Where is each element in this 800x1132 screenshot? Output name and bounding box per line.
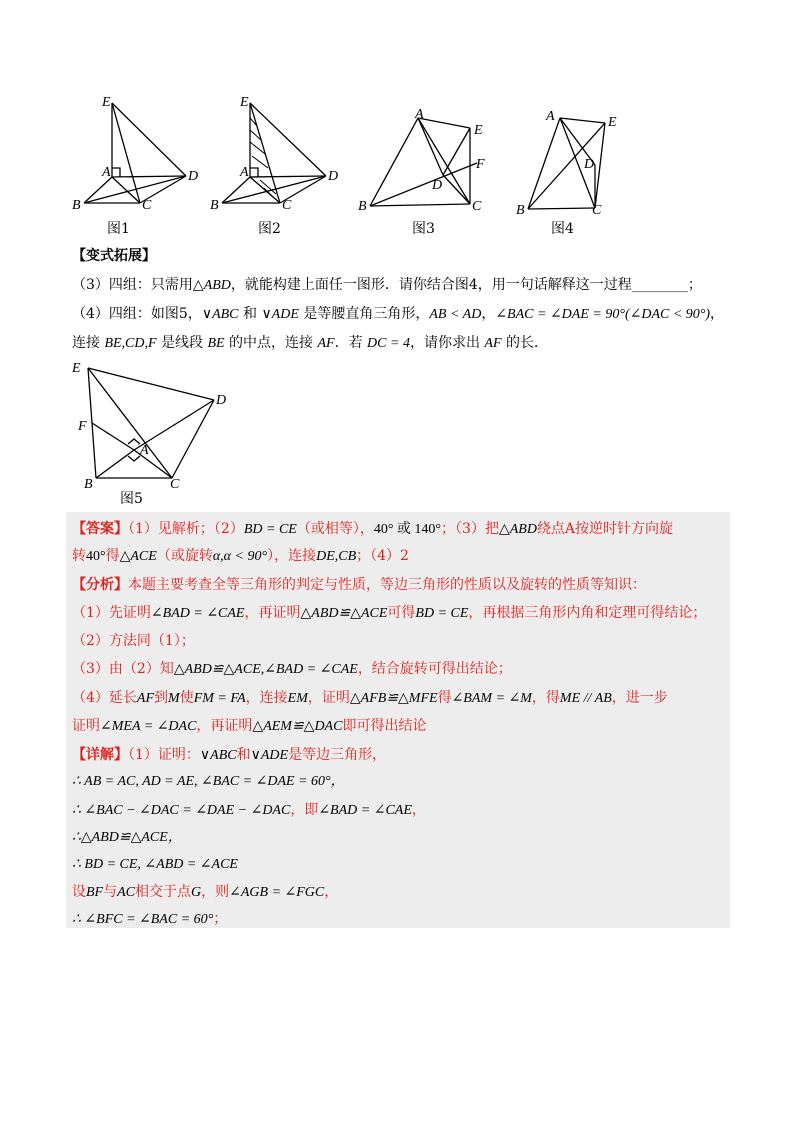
fig5-label-D: D <box>216 393 227 408</box>
fig2-label-B: B <box>210 198 219 213</box>
analysis-line-2: （2）方法同（1）； <box>72 633 195 649</box>
figure-3-drawing <box>370 118 477 206</box>
figure-4-caption: 图4 <box>551 221 574 237</box>
analysis-line-5: 证明∠MEA = ∠DAC，再证明△AEM≌△DAC即可得出结论 <box>72 718 427 734</box>
detail-line-6: ∴ ∠BFC = ∠BAC = 60°； <box>72 911 228 927</box>
fig4-label-E: E <box>608 115 617 130</box>
fig1-label-D: D <box>188 169 199 184</box>
question-4-line-1: （4）四组：如图5，∨ABC 和 ∨ADE 是等腰直角三角形，AB < AD，∠BAC = ∠DAE = 90°(∠DAC < 90°)， <box>72 306 725 322</box>
section-title: 【变式拓展】 <box>72 248 156 264</box>
detail-line-3: ∴△ABD≌△ACE， <box>72 830 182 845</box>
detail-line-0: 【详解】（1）证明：∨ABC和∨ADE是等边三角形， <box>72 747 387 763</box>
analysis-line-0: 【分析】本题主要考查全等三角形的判定与性质，等边三角形的性质以及旋转的性质等知识： <box>72 577 646 593</box>
fig5-label-C: C <box>170 477 180 492</box>
detail-line-5: 设BF与AC相交于点G，则∠AGB = ∠FGC， <box>72 884 339 900</box>
analysis-line-4: （4）延长AF到M使FM = FA，连接EM，证明△AFB≌△MFE得∠BAM = ∠M，得ME // AB，进一步 <box>72 690 668 706</box>
figure-5-caption: 图5 <box>120 491 143 507</box>
fig2-label-A: A <box>240 165 249 180</box>
fig1-label-C: C <box>142 198 152 213</box>
question-3: （3）四组：只需用△ABD，就能构建上面任一图形．请你结合图4，用一句话解释这一过程________； <box>72 277 702 293</box>
answer-line-2: 转40°得△ACE（或旋转α,α < 90°），连接DE,CB；（4）2 <box>72 548 409 564</box>
detail-line-2: ∴ ∠BAC − ∠DAC = ∠DAE − ∠DAC，即∠BAD = ∠CAE， <box>72 802 426 818</box>
fig1-label-B: B <box>72 198 81 213</box>
fig5-label-B: B <box>84 477 93 492</box>
figure-1-drawing <box>84 103 186 203</box>
fig4-label-C: C <box>592 203 602 218</box>
answer-blank[interactable]: ________ <box>631 277 688 293</box>
fig5-label-F: F <box>78 419 87 434</box>
figures-1-to-4 <box>60 88 660 238</box>
figure-5 <box>64 358 244 508</box>
fig2-label-C: C <box>282 198 292 213</box>
fig3-label-A: A <box>415 107 424 122</box>
answer-line-1: 【答案】（1）见解析；（2）BD = CE（或相等），40° 或 140°；（3）把△ABD绕点A按逆时针方向旋 <box>72 521 674 537</box>
detail-line-1: ∴ AB = AC, AD = AE, ∠BAC = ∠DAE = 60°， <box>72 774 345 789</box>
detail-line-4: ∴ BD = CE, ∠ABD = ∠ACE <box>72 857 238 872</box>
fig4-label-A: A <box>546 109 555 124</box>
fig1-label-E: E <box>102 95 111 110</box>
fig5-label-E: E <box>72 361 81 376</box>
fig3-label-E: E <box>474 123 483 138</box>
fig2-label-D: D <box>328 169 339 184</box>
analysis-line-3: （3）由（2）知△ABD≌△ACE,∠BAD = ∠CAE，结合旋转可得出结论； <box>72 661 512 677</box>
fig4-label-B: B <box>516 203 525 218</box>
fig4-label-D: D <box>584 157 595 172</box>
fig5-label-A: A <box>140 443 149 458</box>
fig3-label-D: D <box>432 178 443 193</box>
fig3-label-F: F <box>476 157 485 172</box>
fig3-label-C: C <box>472 199 482 214</box>
analysis-line-1: （1）先证明∠BAD = ∠CAE，再证明△ABD≌△ACE可得BD = CE，再根据三角形内角和定理可得结论； <box>72 605 707 621</box>
fig1-label-A: A <box>102 165 111 180</box>
figure-1-caption: 图1 <box>107 221 130 237</box>
fig3-label-B: B <box>358 199 367 214</box>
fig2-label-E: E <box>240 95 249 110</box>
figure-2-caption: 图2 <box>258 221 281 237</box>
figure-3-caption: 图3 <box>412 221 435 237</box>
figure-2-drawing <box>222 103 326 203</box>
question-4-line-2: 连接 BE,CD,F 是线段 BE 的中点，连接 AF．若 DC = 4，请你求出 AF 的长． <box>72 335 548 351</box>
